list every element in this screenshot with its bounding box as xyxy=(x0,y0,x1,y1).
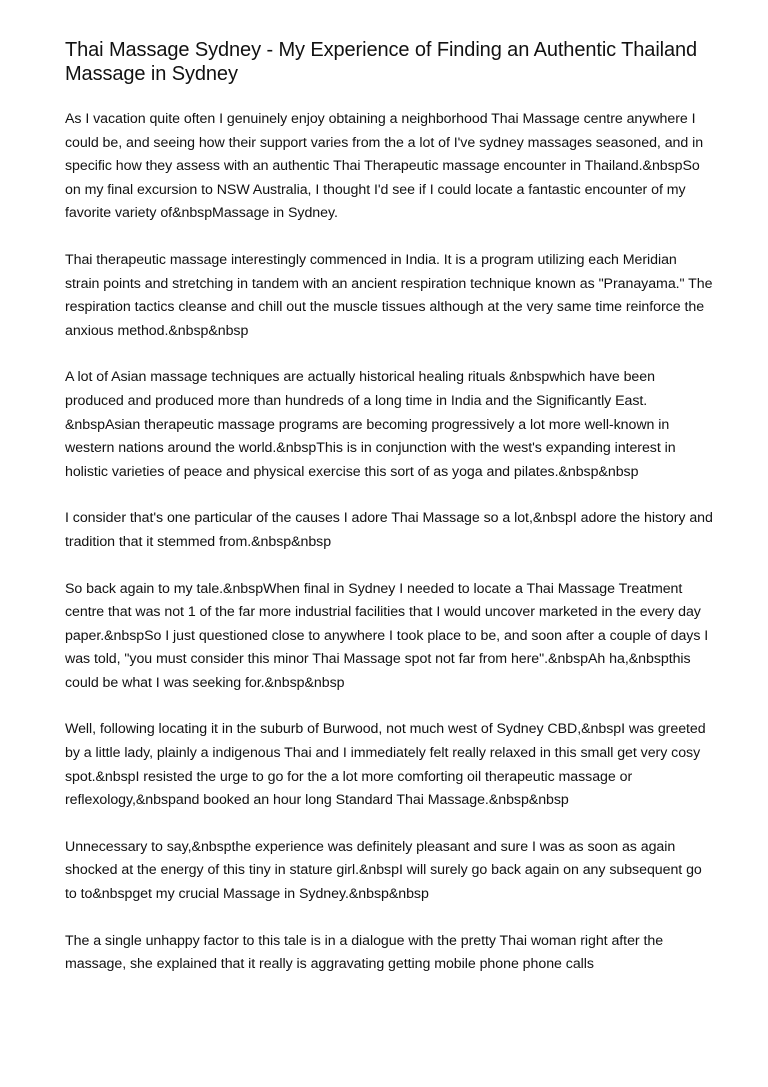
paragraph: So back again to my tale.&nbspWhen final in Sydney I needed to locate a Thai Massage Treatment centre that was not 1 of the far more industrial facilities that I would uncover marketed in the every day paper.&nbspSo I just questioned close to anywhere I took place to be, and soon after a couple of days I was told, "you must consider this minor Thai Massage spot not far from here".&nbspAh ha,&nbspthis could be what I was seeking for.&nbsp&nbsp xyxy=(65,580,709,691)
paragraph: Thai therapeutic massage interestingly commenced in India. It is a program utilizing each Meridian strain points and stretching in tandem with an ancient respiration technique known as "Pranayama." The respiration tactics cleanse and chill out the muscle tissues although at the very same time reinforce the anxious method.&nbsp&nbsp xyxy=(65,251,713,339)
paragraph: The a single unhappy factor to this tale is in a dialogue with the pretty Thai woman right after the massage, she explained that it really is aggravating getting mobile phone phone calls xyxy=(65,932,664,973)
document-title: Thai Massage Sydney - My Experience of Finding an Authentic Thailand Massage in Sydney xyxy=(65,39,698,85)
document-page xyxy=(65,38,715,1000)
paragraph: Well, following locating it in the suburb of Burwood, not much west of Sydney CBD,&nbspI was greeted by a little lady, plainly a indigenous Thai and I immediately felt really relaxed in this small get very cosy spot.&nbspI resisted the urge to go for the a lot more comforting oil therapeutic massage or reflexology,&nbspand booked an hour long Standard Thai Massage.&nbsp&nbsp xyxy=(65,721,706,809)
paragraph: A lot of Asian massage techniques are actually historical healing rituals &nbspwhich have been produced and produced more than hundreds of a long time in India and the Significantly East. &nbspAsian therapeutic massage programs are becoming progressively a lot more well-known in western nations around the world.&nbspThis is in conjunction with the west's expanding interest in holistic varieties of peace and physical exercise this sort of as yoga and pilates.&nbsp&nbsp xyxy=(65,369,676,480)
paragraph: Unnecessary to say,&nbspthe experience was definitely pleasant and sure I was as soon as again shocked at the energy of this tiny in stature girl.&nbspI will surely go back again on any subsequent go to to&nbspget my crucial Massage in Sydney.&nbsp&nbsp xyxy=(65,838,702,903)
paragraph: I consider that's one particular of the causes I adore Thai Massage so a lot,&nbspI adore the history and tradition that it stemmed from.&nbsp&nbsp xyxy=(65,510,713,550)
paragraph: As I vacation quite often I genuinely enjoy obtaining a neighborhood Thai Massage centre anywhere I could be, and seeing how their support varies from the a lot of I've sydney massages seasoned, and in specific how they assess with an authentic Thai Therapeutic massage encounter in Thailand.&nbspSo on my final excursion to NSW Australia, I thought I'd see if I could locate a fantastic encounter of my favorite variety of&nbspMassage in Sydney. xyxy=(65,111,704,222)
